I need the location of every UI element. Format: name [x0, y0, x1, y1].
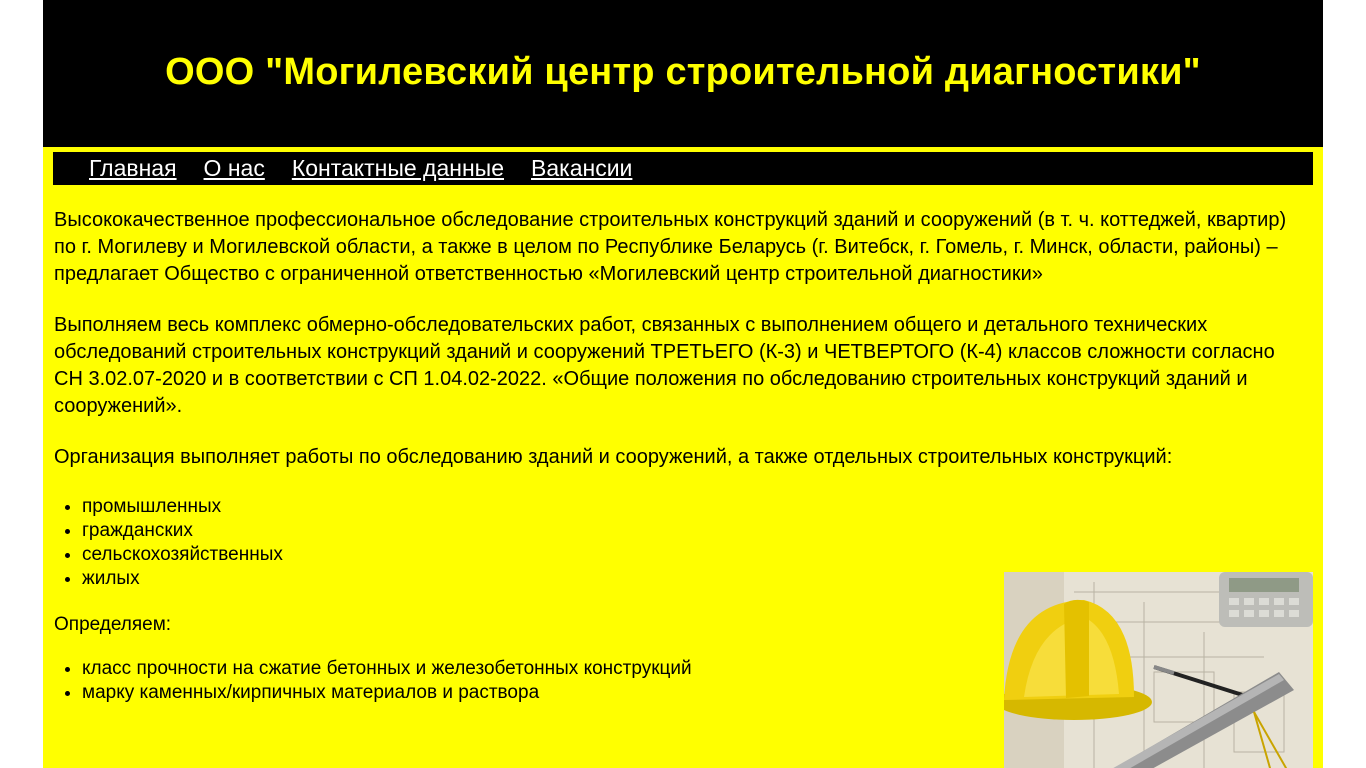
list-item: • сельскохозяйственных: [82, 543, 1304, 567]
list-item: • марку каменных/кирпичных материалов и раствора: [82, 681, 1304, 705]
nav-link-about[interactable]: О нас: [203, 155, 265, 181]
nav-link-home[interactable]: Главная: [89, 155, 177, 181]
services-paragraph: Выполняем весь комплекс обмерно-обследовательских работ, связанных с выполнением общего и детального технических обследований строительных конструкций зданий и сооружений ТРЕТЬЕГО (К-3) и ЧЕТВЕРТОГО (К-4) классов сложности согласно СН 3.02.07-2020 и в соответствии с СП 1.04.02-2022. «Общие положения по обследованию строительных конструкций зданий и сооружений».: [54, 314, 1275, 417]
list-item: • промышленных: [82, 495, 1304, 519]
list-item: • жилых: [82, 567, 1304, 591]
list-item: • гражданских: [82, 519, 1304, 543]
organization-paragraph: Организация выполняет работы по обследованию зданий и сооружений, а также отдельных строительных конструкций:: [54, 446, 1173, 468]
nav-link-contacts[interactable]: Контактные данные: [291, 155, 504, 181]
main-nav: [53, 152, 1313, 185]
nav-link-vacancies[interactable]: Вакансии: [531, 155, 633, 181]
intro-paragraph: Высококачественное профессиональное обследование строительных конструкций зданий и сооружений (в т. ч. коттеджей, квартир) по г. Могилеву и Могилевской области, а также в целом по Республике Беларусь (г. Витебск, г. Гомель, г. Минск, области, районы) – предлагает Общество с ограниченной ответственностью «Могилевский центр строительной диагностики»: [54, 209, 1287, 285]
construction-photo: [1004, 572, 1313, 768]
determine-label: Определяем:: [54, 614, 172, 635]
page: [43, 0, 1323, 768]
list-item: • класс прочности на сжатие бетонных и железобетонных конструкций: [82, 657, 1304, 681]
site-header: [43, 0, 1323, 147]
site-title: ООО "Могилевский центр строительной диагностики": [165, 51, 1201, 93]
construction-helmet-blueprint-icon: [1004, 572, 1313, 768]
